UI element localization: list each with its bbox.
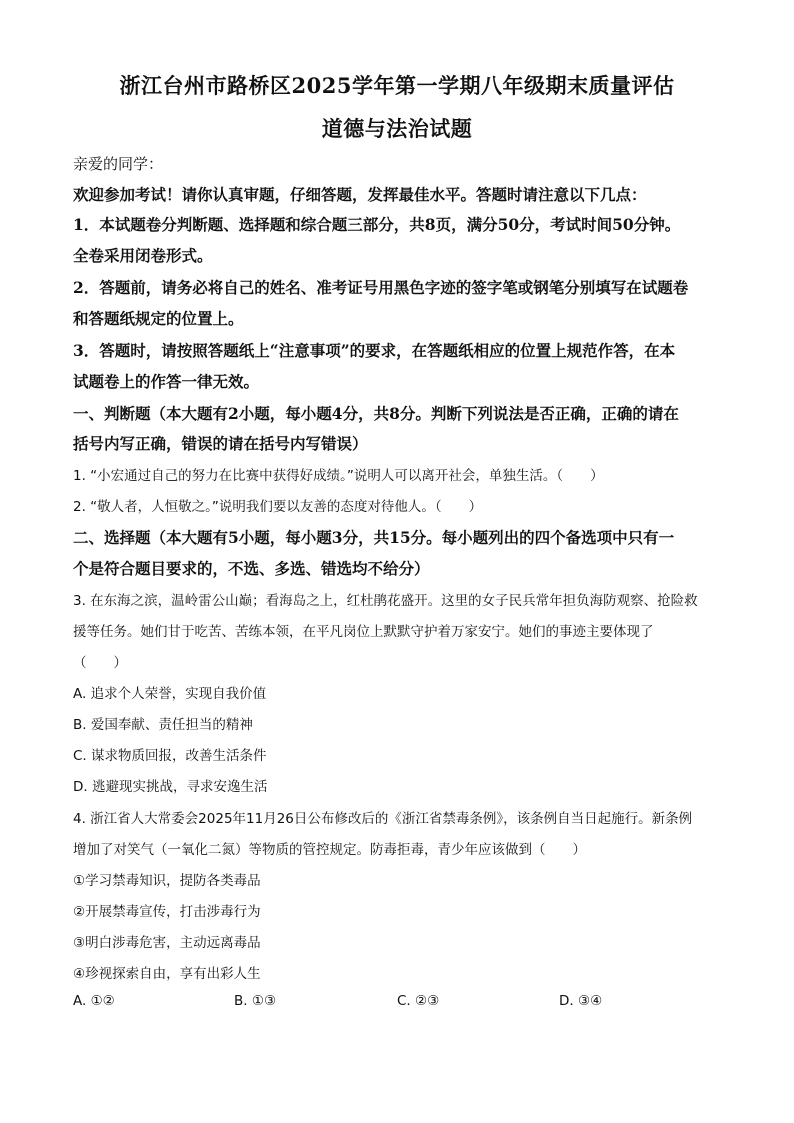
question-3-option-d: D. 逃避现实挑战，寻求安逸生活 [73,779,268,795]
greeting: 亲爱的同学： [73,155,164,173]
question-4-line-1: 4. 浙江省人大常委会2025年11月26日公布修改后的《浙江省禁毒条例》，该条例自当日起施行。新条例 [73,811,693,827]
question-4-statement-2: ②开展禁毒宣传，打击涉毒行为 [73,904,261,920]
question-4-statement-4: ④珍视探索自由，享有出彩人生 [73,966,261,982]
note-2-line-2: 和答题纸规定的位置上。 [73,309,244,328]
question-4-statement-3: ③明白涉毒危害，主动远离毒品 [73,935,261,951]
question-3-line-3: （ ） [73,655,127,671]
welcome-text: 欢迎参加考试！请你认真审题，仔细答题，发挥最佳水平。答题时请注意以下几点： [73,185,647,204]
question-3-line-2: 援等任务。她们甘于吃苦、苦练本领，在平凡岗位上默默守护着万家安宁。她们的事迹主要体现了 [73,624,654,640]
question-1: 1. “小宏通过自己的努力在比赛中获得好成绩。”说明人可以离开社会，单独生活。（ ） [73,468,604,484]
question-4-option-c: C. ②③ [397,993,440,1009]
question-3-option-a: A. 追求个人荣誉，实现自我价值 [73,686,267,702]
exam-subtitle: 道德与法治试题 [321,116,473,141]
section-1-heading-line-2: 括号内写正确，错误的请在括号内写错误） [73,434,368,453]
note-2-line-1: 2．答题前，请务必将自己的姓名、准考证号用黑色字迹的签字笔或钢笔分别填写在试题卷 [73,278,689,297]
question-4-statement-1: ①学习禁毒知识，提防各类毒品 [73,873,261,889]
note-1-line-2: 全卷采用闭卷形式。 [73,246,213,265]
note-3-line-2: 试题卷上的作答一律无效。 [73,372,260,391]
question-4-option-a: A. ①② [73,993,115,1009]
question-4-option-b: B. ①③ [234,993,277,1009]
question-3-option-b: B. 爱国奉献、责任担当的精神 [73,717,253,733]
question-4-line-2: 增加了对笑气（一氧化二氮）等物质的管控规定。防毒拒毒，青少年应该做到（ ） [73,842,586,858]
question-3-option-c: C. 谋求物质回报，改善生活条件 [73,748,267,764]
question-3-line-1: 3. 在东海之滨，温岭雷公山巅；看海岛之上，红杜鹃花盛开。这里的女子民兵常年担负海防观察、抢险救 [73,593,698,609]
note-3-line-1: 3．答题时，请按照答题纸上“注意事项”的要求，在答题纸相应的位置上规范作答，在本 [73,341,676,360]
question-2: 2. “敬人者，人恒敬之。”说明我们要以友善的态度对待他人。（ ） [73,499,483,515]
section-2-heading-line-1: 二、选择题（本大题有5小题，每小题3分，共15分。每小题列出的四个备选项中只有一 [73,528,675,547]
exam-title: 浙江台州市路桥区2025学年第一学期八年级期末质量评估 [119,73,675,98]
note-1-line-1: 1．本试题卷分判断题、选择题和综合题三部分，共8页，满分50分，考试时间50分钟。 [73,215,681,234]
section-2-heading-line-2: 个是符合题目要求的，不选、多选、错选均不给分） [73,559,430,578]
section-1-heading-line-1: 一、判断题（本大题有2小题，每小题4分，共8分。判断下列说法是否正确，正确的请在 [73,404,679,423]
question-4-option-d: D. ③④ [559,993,603,1009]
